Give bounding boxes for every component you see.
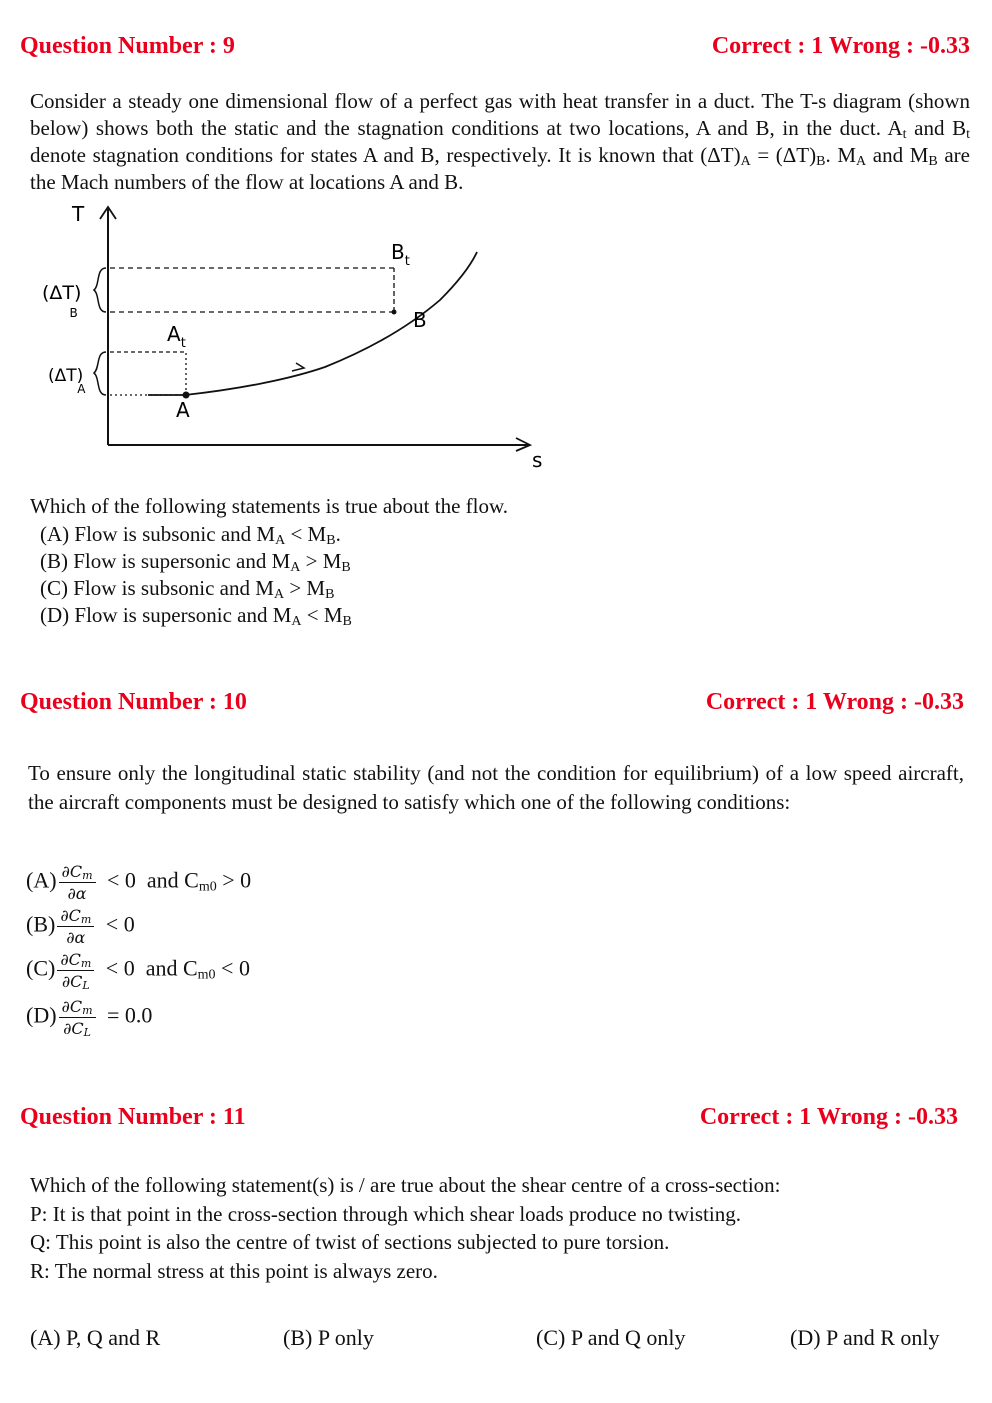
question-number: Question Number : 10 [20,689,247,715]
question-9-option-a[interactable]: (A) Flow is subsonic and $M_A < M_B$. [40,522,341,548]
question-9-option-c[interactable]: (C) Flow is subsonic and $M_A > M_B$ [40,576,335,602]
question-9-prompt: Which of the following statements is true about the flow. [30,494,509,518]
question-9-option-b[interactable]: (B) Flow is supersonic and $M_A > M_B$ [40,549,351,575]
question-9-option-d[interactable]: (D) Flow is supersonic and $M_A < M_B$ [40,603,352,629]
delta-t-b-brace [94,268,106,312]
question-11-option-a[interactable]: (A) P, Q and R [30,1325,161,1350]
derivative-fraction: $\frac{\partial C_m}{\partial\alpha}$ [57,906,94,947]
question-10-option-c[interactable]: (C) $\frac{\partial C_m}{\partial C_L}$ < 0 and $C_{m0} < 0$ [26,950,250,992]
question-11-option-b[interactable]: (B) P only [283,1325,374,1350]
question-10-stem: To ensure only the longitudinal static stability (and not the condition for equilibrium) of a low speed aircraft, the aircraft components must be designed to satisfy which one of the following conditions: [28,761,964,814]
delta-t-a-brace [94,352,106,395]
point-a-label: A [176,398,190,422]
derivative-fraction: $\frac{\partial C_m}{\partial C_L}$ [57,950,94,991]
statement-q: Q: This point is also the centre of twist of sections subjected to pure torsion. [30,1230,670,1254]
question-number: Question Number : 11 [20,1104,246,1130]
derivative-fraction: $\frac{\partial C_m}{\partial\alpha}$ [59,862,96,903]
delta-t-a-label: (ΔT) A [48,366,86,396]
question-11-stem: Which of the following statement(s) is / are true about the shear centre of a cross-section: [30,1173,781,1197]
delta-t-b-label: (ΔT) B [42,282,82,320]
t-axis-label: T [72,202,85,226]
question-10-option-a[interactable]: (A) $\frac{\partial C_m}{\partial\alpha}$ < 0 and $C_{m0} > 0$ [26,862,252,903]
marking-scheme: Correct : 1 Wrong : -0.33 [699,1104,958,1130]
question-11-option-c[interactable]: (C) P and Q only [536,1325,686,1350]
s-axis-label: s [532,448,543,472]
marking-scheme: Correct : 1 Wrong : -0.33 [711,33,970,59]
process-curve [148,252,477,395]
point-at-label: $A_t$ [167,322,186,351]
question-9-stem: Consider a steady one dimensional flow of a perfect gas with heat transfer in a duct. The T-s diagram (shown below) shows both the static and the stagnation conditions at two locations, A and B, in the duct. $A_t$ and $B_t$ denote stagnation conditions for states A and B, respectively. It is known that $(\Delta T)_A = (\Delta T)_B$. $M_A$ and $M_B$ are the Mach numbers of the flow at locations A and B. [30,89,970,194]
marking-scheme: Correct : 1 Wrong : -0.33 [705,689,964,715]
point-b-label: B [413,308,427,332]
question-10-option-d[interactable]: (D) $\frac{\partial C_m}{\partial C_L}$ = 0.0 [26,997,153,1039]
flow-direction-arrow [292,363,304,371]
ts-diagram [30,195,570,475]
question-number: Question Number : 9 [20,33,235,59]
statement-p: P: It is that point in the cross-section through which shear loads produce no twisting. [30,1202,741,1226]
question-10-option-b[interactable]: (B) $\frac{\partial C_m}{\partial\alpha}$ < 0 [26,906,135,947]
question-11-option-d[interactable]: (D) P and R only [790,1325,940,1350]
point-bt-label: $B_t$ [391,240,410,269]
derivative-fraction: $\frac{\partial C_m}{\partial C_L}$ [59,997,96,1038]
statement-r: R: The normal stress at this point is always zero. [30,1259,438,1283]
